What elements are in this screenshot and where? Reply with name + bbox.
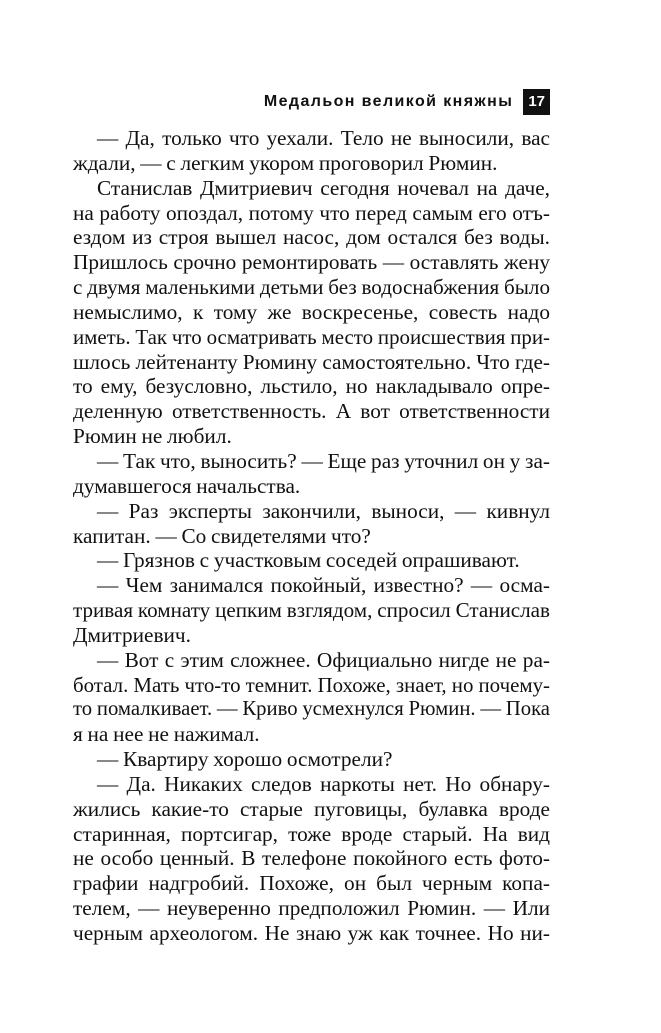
text-line: я на нее не нажимал. bbox=[73, 722, 260, 747]
text-line: — Так что, выносить? — Еще раз уточнил он у за- bbox=[97, 448, 551, 473]
text-line: тривая комнату цепким взглядом, спросил Станислав bbox=[73, 598, 550, 623]
text-line: ботал. Мать что-то темнит. Похоже, знает, но почему- bbox=[73, 672, 550, 697]
text-line: Станислав Дмитриевич сегодня ночевал на даче, bbox=[97, 175, 550, 200]
text-line: на работу опоздал, потому что перед самым его отъ- bbox=[73, 200, 550, 225]
text-line: — Квартиру хорошо осмотрели? bbox=[97, 747, 393, 772]
text-line: Рюмин не любил. bbox=[73, 424, 232, 449]
text-line: не особо ценный. В телефоне покойного есть фото- bbox=[73, 846, 550, 871]
text-line: — Грязнов с участковым соседей опрашивают. bbox=[97, 548, 520, 573]
text-line: немыслимо, к тому же воскресенье, совесть надо bbox=[73, 299, 550, 324]
text-line: капитан. — Со свидетелями что? bbox=[73, 523, 371, 548]
text-line: черным археологом. Не знаю уж как точнее. Но ни- bbox=[73, 921, 550, 945]
text-line: — Вот с этим сложнее. Официально нигде не ра- bbox=[97, 647, 550, 672]
text-line: думавшегося начальства. bbox=[73, 473, 301, 498]
text-line: — Да, только что уехали. Тело не выносили, вас bbox=[97, 126, 550, 150]
text-line: то ему, безусловно, льстило, но накладывало опре- bbox=[73, 374, 550, 399]
text-line: — Раз эксперты закончили, выноси, — кивнул bbox=[97, 498, 550, 523]
text-line: Дмитриевич. bbox=[73, 622, 191, 647]
text-line: иметь. Так что осматривать место происшествия при- bbox=[73, 324, 550, 349]
text-line: телем, — неуверенно предположил Рюмин. — Или bbox=[73, 896, 550, 921]
text-line: с двумя маленькими детьми без водоснабжения было bbox=[73, 275, 550, 300]
text-line: жились какие-то старые пуговицы, булавка вроде bbox=[73, 796, 550, 821]
text-line: деленную ответственность. А вот ответственности bbox=[73, 399, 550, 424]
text-line: — Чем занимался покойный, известно? — осма- bbox=[97, 573, 550, 598]
text-line: — Да. Никаких следов наркоты нет. Но обнару- bbox=[97, 771, 550, 796]
text-line: то помалкивает. — Криво усмехнулся Рюмин. — Пока bbox=[73, 698, 550, 721]
text-line: графии надгробий. Похоже, он был черным копа- bbox=[73, 871, 550, 896]
text-line: старинная, портсигар, тоже вроде старый. На вид bbox=[73, 821, 550, 846]
running-header bbox=[0, 88, 550, 116]
text-line: ждали, — с легким укором проговорил Рюмин. bbox=[73, 150, 498, 175]
book-title: Медальон великой княжны bbox=[263, 93, 514, 110]
text-line: ездом из строя вышел насос, дом остался без воды. bbox=[73, 225, 550, 250]
text-line: шлось лейтенанту Рюмину самостоятельно. Что где- bbox=[73, 349, 550, 374]
body-text bbox=[73, 126, 550, 946]
page-number-badge: 17 bbox=[523, 89, 550, 115]
text-line: Пришлось срочно ремонтировать — оставлять жену bbox=[73, 250, 550, 275]
